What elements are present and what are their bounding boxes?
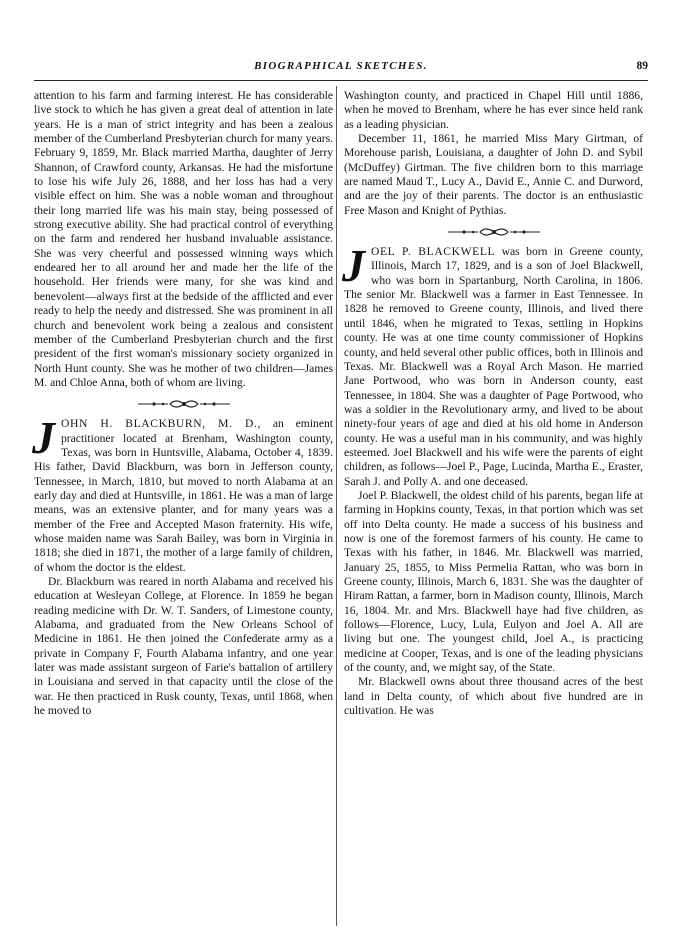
sketch-blackburn: [32, 412, 333, 575]
page-number: 89: [636, 60, 648, 72]
page-header: [34, 60, 648, 76]
right-column: [344, 89, 643, 718]
paragraph: Mr. Blackwell owns about three thousand acres of the best land in Delta county, of which about five hundred are in cultivation. He was: [344, 675, 643, 718]
sketch-body: was born in Greene county, Illinois, March 17, 1829, and is a son of Joel Blackwell, who was born in Spartanburg, North Carolina, in 1806. The senior Mr. Blackwell was a farmer in East Tennessee. In 1828 he removed to Greene county, Illinois, and lived there until 1846, when he migrated to Texas, settling in Hopkins county. He was at one time county commissioner of Hopkins county, and held several other public offices, both in Illinois and Texas. Mr. Blackwell was a Royal Arch Mason. He married Jane Portwood, who was born in Anderson county, east Tennessee, in 1804. She was a daughter of Page Portwood, who was a soldier in the Revolutionary army, and lived to be about ninety-four years of age and died at his old home in Anderson county. He was a useful man in his community, and was highly esteemed. Joel Blackwell and his wife were the parents of eight children, as follows—Joel P., Page, Lucinda, Martha E., Eraster, Sarah J. and Polly A. and one deceased.: [344, 245, 643, 488]
sketch-blackwell: [342, 240, 643, 489]
sketch-lead-name: OHN H. BLACKBURN, M. D.,: [61, 417, 261, 431]
ornament-icon: [136, 398, 232, 410]
continued-paragraph: attention to his farm and farming interest. He has considerable live stock to which he has given a great deal of attention in late years. He is a man of strict integrity and has been a zealous member of the Cumberland Presbyterian church for many years. February 9, 1859, Mr. Black married Martha, daughter of Jerry Shannon, of Crawford county, Arkansas. He had the misfortune to lose his wife July 26, 1888, and her loss has had a very visible effect on him. She was a noble woman and throughout their long married life was his main stay, being possessed of strong executive ability. She had practical control of everything on the farm and rendered her husband invaluable assistance. She was very cheerful and possessed winning ways which endeared her to all around her and made her the life of the household. Her friends were many, for she was kind and benevolent—always first at the bedside of the afflicted and ever ready to help the needy and distressed. She was prominent in all church and benevolent work being a zealous and consistent member of the Cumberland Presbyterian church and the first president of the first woman's missionary society organized in North Hunt county. She was he mother of two children—James M. and Chloe Anna, both of whom are living.: [34, 89, 333, 389]
sketch-lead-name: OEL P. BLACKWELL: [371, 245, 496, 259]
paragraph: Joel P. Blackwell, the oldest child of his parents, began life at farming in Hopkins county, Texas, in that portion which was set off into Delta county. He made a success of his business and now is one of the foremost farmers of his county. He came to Texas with his father, in 1846. Mr. Blackwell was married, January 25, 1855, to Miss Permelia Rattan, who was born in Greene county, Illinois, March 6, 1831. She was the daughter of Hiram Rattan, a farmer, born in Madison county, Illinois, March 16, 1804. Mr. and Mrs. Blackwell haye had five children, as follows—Florence, Lucy, Lula, Eulyon and Joel A. All are living but one. The youngest child, Joel A., is practicing medicine at Cooper, Texas, and is one of the leading physicians of the county, and, we might say, of the State.: [344, 488, 643, 675]
ornament-icon: [446, 226, 542, 238]
drop-cap: J: [342, 240, 365, 292]
section-ornament: [344, 224, 643, 238]
running-head: BIOGRAPHICAL SKETCHES.: [254, 60, 428, 72]
paragraph: December 11, 1861, he married Miss Mary Girtman, of Morehouse parish, Louisiana, a daughter of John D. and Sybil (McDuffey) Girtman. The five children born to this marriage are named Maud T., Lucy A., David E., Annie C. and Durword, and are the joy of their parents. The doctor is an enthusiastic Free Mason and Knight of Pythias.: [344, 132, 643, 217]
sketch-body: an eminent practitioner located at Brenham, Washington county, Texas, was born in Huntsville, Alabama, October 4, 1839. His father, David Blackburn, was born in Jefferson county, Tennessee, in March, 1810, but moved to north Alabama at an early day and died at Huntsville, in 1861. He was a man of large means, was an extensive planter, and for many years was a member of the Free and Accepted Mason fraternity. His wife, whose maiden name was Sarah Bailey, was born in Virginia in 1818; she died in 1871, the mother of a large family of children, of whom the doctor is the eldest.: [34, 417, 333, 574]
drop-cap: J: [32, 412, 55, 464]
column-divider: [336, 86, 337, 926]
left-column: [34, 89, 333, 718]
paragraph: Dr. Blackburn was reared in north Alabama and received his education at Wesleyan College, at Florence. In 1859 he began reading medicine with Dr. W. T. Sanders, of Limestone county, Alabama, and graduated from the New Orleans School of Medicine in 1861. He then joined the Confederate army as a private in Company F, Fourth Alabama infantry, and one year later was made assistant surgeon of Farie's battalion of artillery in Louisiana and served in that capacity until the close of the war. He then practiced in Rusk county, Texas, until 1868, when he moved to: [34, 575, 333, 718]
section-ornament: [34, 396, 333, 410]
header-rule: [34, 80, 648, 81]
continued-paragraph: Washington county, and practiced in Chapel Hill until 1886, when he moved to Brenham, where he has ever since held rank as a leading physician.: [344, 89, 643, 131]
